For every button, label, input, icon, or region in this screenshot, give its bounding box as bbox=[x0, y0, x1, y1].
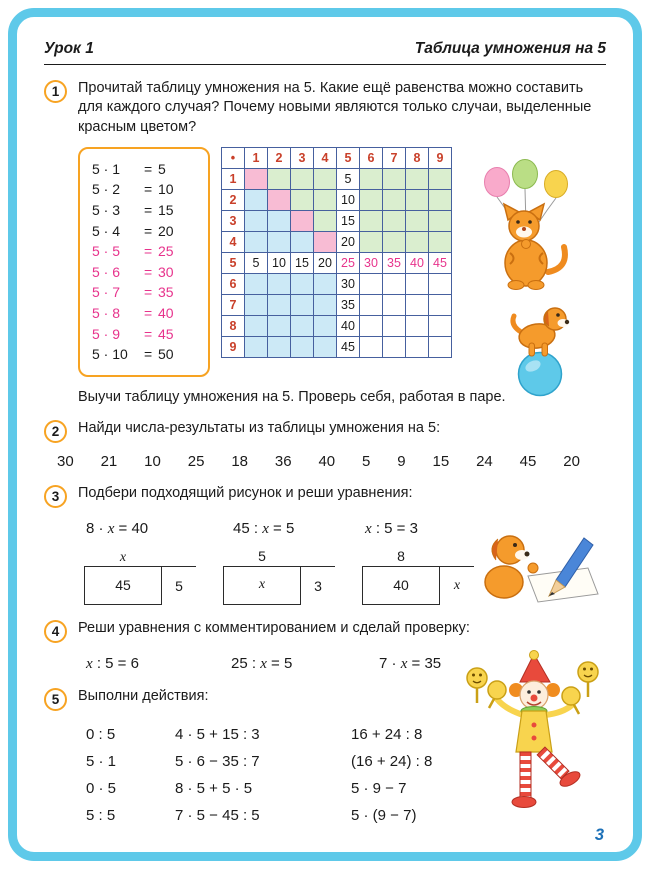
exercise: 7 · 5 − 45 : 5 bbox=[175, 806, 260, 824]
page-title: Таблица умножения на 5 bbox=[414, 40, 606, 57]
diagram-top-label: 5 bbox=[258, 547, 266, 564]
table-cell: 4 bbox=[314, 147, 337, 168]
table-cell bbox=[429, 168, 452, 189]
table-cell bbox=[383, 294, 406, 315]
table-cell bbox=[245, 168, 268, 189]
table-cell: 1 bbox=[222, 168, 245, 189]
diagram-value: 45 bbox=[84, 567, 162, 605]
table-cell: 45 bbox=[337, 336, 360, 357]
table-cell: 30 bbox=[360, 252, 383, 273]
number-item: 10 bbox=[144, 452, 161, 470]
table-cell bbox=[268, 273, 291, 294]
table-cell: 25 bbox=[337, 252, 360, 273]
equation: 25 : x = 5 bbox=[231, 654, 293, 672]
table-cell bbox=[429, 210, 452, 231]
table-cell bbox=[268, 294, 291, 315]
exercise: 5 · 9 − 7 bbox=[351, 779, 407, 797]
table-cell bbox=[429, 189, 452, 210]
number-item: 36 bbox=[274, 452, 292, 470]
number-item: 45 bbox=[519, 452, 537, 470]
table-cell bbox=[268, 168, 291, 189]
equation-line: 5 · 7 = 35 bbox=[92, 284, 174, 301]
diagram-right-label: 3 bbox=[314, 577, 322, 594]
table-cell bbox=[245, 189, 268, 210]
table-cell bbox=[360, 210, 383, 231]
table-cell bbox=[291, 273, 314, 294]
clown-juggling-illustration bbox=[460, 648, 608, 840]
number-item: 24 bbox=[476, 452, 493, 470]
number-item: 40 bbox=[318, 452, 336, 470]
table-cell bbox=[383, 273, 406, 294]
table-cell bbox=[268, 210, 291, 231]
equation-diagram bbox=[223, 548, 335, 605]
table-cell bbox=[360, 168, 383, 189]
number-item: 9 bbox=[397, 452, 406, 470]
table-cell bbox=[245, 315, 268, 336]
table-cell bbox=[291, 231, 314, 252]
cat-with-balloons-illustration bbox=[466, 158, 592, 292]
table-cell bbox=[245, 231, 268, 252]
table-cell bbox=[360, 189, 383, 210]
table-cell bbox=[406, 273, 429, 294]
task-2-number-badge: 2 bbox=[44, 420, 67, 443]
table-cell: 10 bbox=[268, 252, 291, 273]
task-1-text: Прочитай таблицу умножения на 5. Какие ещё равенства можно составить для каждого случая? Почему новыми являются только случаи, выделенные красным цветом? bbox=[78, 80, 592, 135]
task-4-number-badge: 4 bbox=[44, 620, 67, 643]
table-cell bbox=[429, 273, 452, 294]
equation-line: 5 · 10 = 50 bbox=[92, 346, 174, 363]
table-cell: 40 bbox=[406, 252, 429, 273]
equation-line: 5 · 9 = 45 bbox=[92, 325, 174, 342]
equation-diagram bbox=[84, 548, 196, 605]
equation: x : 5 = 6 bbox=[86, 654, 139, 672]
diagram-top-label: x bbox=[119, 549, 127, 565]
equation-line: 5 · 5 = 25 bbox=[92, 243, 174, 260]
table-cell bbox=[360, 231, 383, 252]
multiplication-equations-box bbox=[78, 147, 210, 377]
table-cell: 3 bbox=[222, 210, 245, 231]
equation: 45 : x = 5 bbox=[233, 519, 295, 537]
table-cell: 2 bbox=[268, 147, 291, 168]
table-cell bbox=[406, 336, 429, 357]
table-cell bbox=[383, 231, 406, 252]
task-2-text: Найди числа-результаты из таблицы умножения на 5: bbox=[78, 419, 441, 436]
table-cell bbox=[314, 210, 337, 231]
table-cell bbox=[406, 294, 429, 315]
table-cell bbox=[291, 189, 314, 210]
exercise: 5 · 6 − 35 : 7 bbox=[175, 752, 260, 770]
exercise: 4 · 5 + 15 : 3 bbox=[175, 725, 260, 743]
task-3-number-badge: 3 bbox=[44, 485, 67, 508]
table-cell: • bbox=[222, 147, 245, 168]
equation-line: 5 · 6 = 30 bbox=[92, 263, 174, 280]
equation-line: 5 · 1 = 5 bbox=[92, 160, 166, 177]
table-cell: 4 bbox=[222, 231, 245, 252]
table-cell: 15 bbox=[337, 210, 360, 231]
number-item: 20 bbox=[563, 452, 580, 470]
table-cell bbox=[314, 231, 337, 252]
table-cell: 7 bbox=[383, 147, 406, 168]
exercise: 16 + 24 : 8 bbox=[351, 725, 423, 743]
table-cell: 3 bbox=[291, 147, 314, 168]
diagram-right-label: x bbox=[453, 577, 461, 593]
task-1-number-badge: 1 bbox=[44, 80, 67, 103]
table-cell bbox=[268, 231, 291, 252]
table-cell bbox=[406, 231, 429, 252]
table-cell: 9 bbox=[222, 336, 245, 357]
table-cell bbox=[406, 168, 429, 189]
table-cell bbox=[383, 168, 406, 189]
multiplication-table bbox=[221, 147, 452, 358]
task-2 bbox=[44, 419, 606, 470]
equation-line: 5 · 8 = 40 bbox=[92, 305, 174, 321]
table-cell bbox=[245, 294, 268, 315]
number-item: 30 bbox=[57, 452, 74, 470]
number-item: 21 bbox=[100, 452, 118, 470]
results-numbers-row bbox=[57, 453, 580, 470]
table-cell bbox=[429, 231, 452, 252]
table-cell: 40 bbox=[337, 315, 360, 336]
equation-line: 5 · 2 = 10 bbox=[92, 181, 174, 198]
table-cell bbox=[291, 294, 314, 315]
table-cell: 7 bbox=[222, 294, 245, 315]
table-cell bbox=[360, 273, 383, 294]
diagram-value: x bbox=[223, 567, 301, 605]
table-cell bbox=[314, 168, 337, 189]
table-cell: 10 bbox=[337, 189, 360, 210]
number-item: 15 bbox=[432, 452, 450, 470]
exercise-column bbox=[86, 721, 175, 829]
table-cell bbox=[245, 336, 268, 357]
table-cell: 5 bbox=[245, 252, 268, 273]
equation-diagram bbox=[362, 548, 474, 605]
number-item: 18 bbox=[231, 452, 248, 470]
table-cell: 8 bbox=[406, 147, 429, 168]
table-cell: 45 bbox=[429, 252, 452, 273]
table-cell: 35 bbox=[337, 294, 360, 315]
dog-on-ball-illustration bbox=[492, 288, 588, 398]
table-cell bbox=[360, 315, 383, 336]
table-cell bbox=[429, 294, 452, 315]
exercise: 5 · 1 bbox=[86, 752, 117, 770]
table-cell: 5 bbox=[337, 168, 360, 189]
equation-line: 5 · 4 = 20 bbox=[92, 222, 174, 239]
table-cell bbox=[383, 336, 406, 357]
task-5-number-badge: 5 bbox=[44, 688, 67, 711]
page-header bbox=[44, 40, 606, 65]
dog-with-pencil-illustration bbox=[476, 512, 608, 608]
table-cell bbox=[429, 336, 452, 357]
equation: 8 · x = 40 bbox=[86, 519, 149, 537]
table-cell bbox=[291, 168, 314, 189]
equation: 7 · x = 35 bbox=[379, 654, 442, 672]
diagram-top-label: 8 bbox=[397, 547, 405, 564]
table-cell bbox=[360, 336, 383, 357]
table-cell bbox=[360, 294, 383, 315]
learn-instruction: Выучи таблицу умножения на 5. Проверь себя, работая в паре. bbox=[78, 388, 506, 405]
table-cell: 30 bbox=[337, 273, 360, 294]
number-item: 25 bbox=[187, 452, 205, 470]
table-cell: 20 bbox=[314, 252, 337, 273]
table-cell: 35 bbox=[383, 252, 406, 273]
table-cell: 1 bbox=[245, 147, 268, 168]
table-cell bbox=[406, 210, 429, 231]
table-cell bbox=[245, 273, 268, 294]
table-cell: 2 bbox=[222, 189, 245, 210]
table-cell bbox=[314, 273, 337, 294]
table-cell: 6 bbox=[222, 273, 245, 294]
table-cell bbox=[314, 294, 337, 315]
equation-line: 5 · 3 = 15 bbox=[92, 202, 174, 219]
table-cell bbox=[383, 315, 406, 336]
table-cell bbox=[291, 210, 314, 231]
table-cell: 9 bbox=[429, 147, 452, 168]
table-cell bbox=[406, 189, 429, 210]
diagram-right-label: 5 bbox=[175, 577, 183, 594]
table-cell bbox=[383, 210, 406, 231]
table-cell: 5 bbox=[337, 147, 360, 168]
exercise: 5 · (9 − 7) bbox=[351, 806, 417, 824]
table-cell bbox=[268, 189, 291, 210]
table-cell bbox=[429, 315, 452, 336]
equation: x : 5 = 3 bbox=[365, 519, 418, 537]
table-cell: 8 bbox=[222, 315, 245, 336]
exercise: 5 : 5 bbox=[86, 806, 116, 824]
table-cell bbox=[383, 189, 406, 210]
table-cell bbox=[291, 336, 314, 357]
task-4-text: Реши уравнения с комментированием и сделай проверку: bbox=[78, 619, 470, 636]
table-cell bbox=[314, 315, 337, 336]
exercise: 0 : 5 bbox=[86, 725, 116, 743]
table-cell bbox=[245, 210, 268, 231]
lesson-label: Урок 1 bbox=[44, 40, 94, 57]
table-cell bbox=[314, 189, 337, 210]
exercise: 0 · 5 bbox=[86, 779, 117, 797]
table-cell: 6 bbox=[360, 147, 383, 168]
page-number: 3 bbox=[594, 826, 604, 844]
exercise: (16 + 24) : 8 bbox=[351, 752, 433, 770]
table-cell: 15 bbox=[291, 252, 314, 273]
table-cell bbox=[314, 336, 337, 357]
table-cell bbox=[268, 315, 291, 336]
table-cell: 20 bbox=[337, 231, 360, 252]
diagram-value: 40 bbox=[362, 567, 440, 605]
table-cell bbox=[268, 336, 291, 357]
exercise-column bbox=[175, 721, 351, 829]
table-cell bbox=[406, 315, 429, 336]
number-item: 5 bbox=[362, 452, 371, 470]
table-cell: 5 bbox=[222, 252, 245, 273]
exercise: 8 · 5 + 5 · 5 bbox=[175, 779, 253, 797]
table-cell bbox=[291, 315, 314, 336]
task-3-text: Подбери подходящий рисунок и реши уравнения: bbox=[78, 484, 413, 501]
task-5-text: Выполни действия: bbox=[78, 687, 209, 704]
